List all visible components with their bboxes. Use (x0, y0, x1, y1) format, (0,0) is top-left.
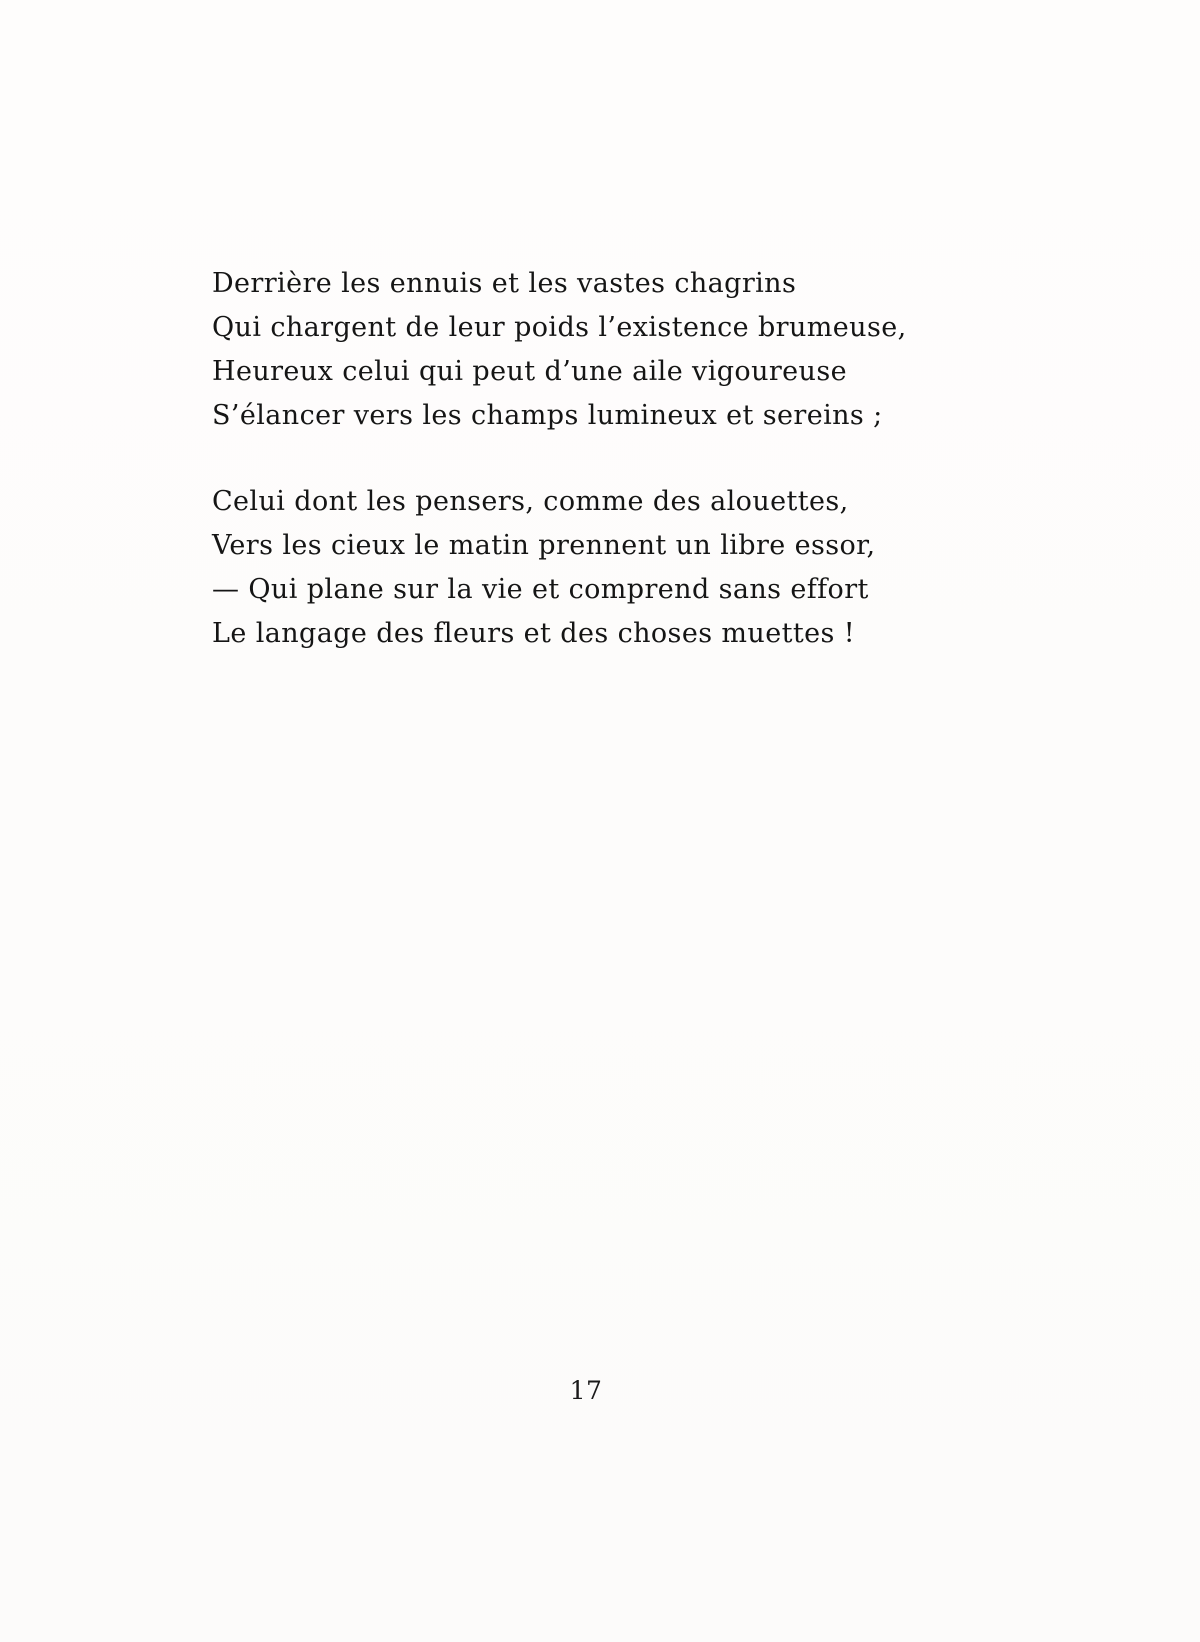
verse-line: — Qui plane sur la vie et comprend sans effort (212, 574, 869, 605)
verse-line: Heureux celui qui peut d’une aile vigoureuse (212, 356, 847, 387)
stanza-1 (212, 262, 1012, 438)
page-number: 17 (569, 1376, 603, 1405)
verse-line: Le langage des fleurs et des choses muettes ! (212, 618, 855, 649)
verse-line: Qui chargent de leur poids l’existence brumeuse, (212, 312, 907, 343)
verse-line: Vers les cieux le matin prennent un libre essor, (212, 530, 876, 561)
verse-line: S’élancer vers les champs lumineux et sereins ; (212, 400, 883, 431)
stanza-2 (212, 480, 1012, 656)
verse-line: Derrière les ennuis et les vastes chagrins (212, 268, 797, 299)
poem (212, 262, 1012, 698)
verse-line: Celui dont les pensers, comme des alouettes, (212, 486, 849, 517)
